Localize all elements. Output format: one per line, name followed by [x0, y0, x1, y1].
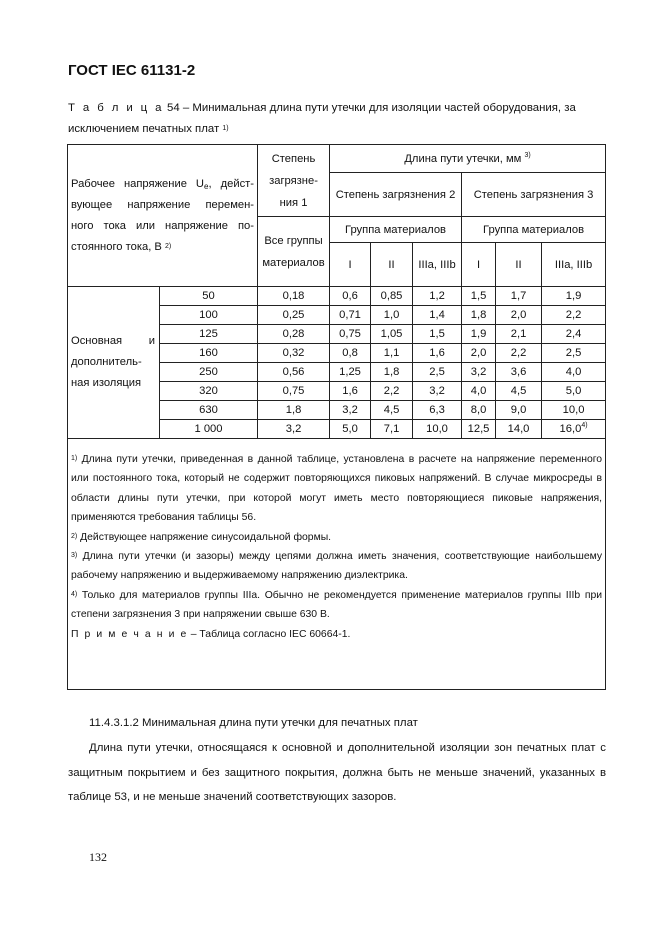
voltage-footnote-ref: 2) [165, 242, 172, 250]
value-cell: 1,6 [413, 344, 462, 363]
voltage-cell: 1 000 [160, 420, 258, 439]
value-cell: 3,6 [496, 363, 542, 382]
voltage-header-line: стоянного тока, В [71, 240, 165, 253]
group-header: II [496, 243, 542, 287]
value-cell: 1,8 [462, 306, 496, 325]
group-header: I [462, 243, 496, 287]
value-cell: 0,8 [330, 344, 371, 363]
value-cell: 4,0 [542, 363, 606, 382]
value-cell: 1,8 [371, 363, 413, 382]
group-header: IIIa, IIIb [542, 243, 606, 287]
value-cell: 1,7 [496, 287, 542, 306]
value-cell: 6,3 [413, 401, 462, 420]
group-header: IIIa, IIIb [413, 243, 462, 287]
value-cell: 1,9 [542, 287, 606, 306]
pd3-header: Степень загрязнения 3 [462, 173, 606, 217]
footnote-text: Длина пути утечки, приведенная в данной таблице, установлена в расчете на напряжение переменного или постоянного тока, который не содержит повторяющихся пиковых напряжений. В случае микросреды в области длины пути утечки, при которой могут иметь место повторяющиеся пиковые напряжения, применяются требования таблицы 56. [71, 454, 603, 524]
material-group-header: Группа материалов [330, 217, 462, 243]
creepage-footnote-ref: 3) [524, 151, 531, 159]
value-cell: 1,25 [330, 363, 371, 382]
value-cell: 4,5 [496, 382, 542, 401]
footnote-ref: 3) [71, 552, 78, 560]
footnote-1 [71, 450, 602, 528]
pd1-header: Степень загрязне-ния 1 [258, 145, 330, 217]
value-cell: 14,0 [496, 420, 542, 439]
footnote-ref: 2) [71, 532, 78, 540]
value-cell: 2,0 [496, 306, 542, 325]
value-cell: 5,0 [330, 420, 371, 439]
value-cell: 1,2 [413, 287, 462, 306]
value-cell: 1,05 [371, 325, 413, 344]
value-cell: 9,0 [496, 401, 542, 420]
caption-text: 54 – Минимальная длина пути утечки для изоляции частей оборудования, за исключением печатных плат [68, 102, 576, 135]
footnote-text: Только для материалов группы IIIa. Обычно не рекомендуется применение материалов группы IIIb при степени загрязнения 3 при напряжении свыше 630 В. [71, 589, 603, 621]
page-number: 132 [89, 850, 107, 864]
voltage-header [68, 145, 258, 287]
voltage-cell: 100 [160, 306, 258, 325]
value-cell: 3,2 [413, 382, 462, 401]
insulation-label [68, 287, 160, 439]
voltage-header-line: вующее напряжение перемен- [71, 198, 255, 211]
value-cell: 2,4 [542, 325, 606, 344]
value-cell [542, 420, 606, 439]
section-body: Длина пути утечки, относящаяся к основной и дополнительной изоляции зон печатных плат с защитным покрытием и без защитного покрытия, должна быть не меньше значений, указанных в таблице 53, и не меньше значений соответствующих зазоров. [68, 742, 606, 803]
value-cell: 8,0 [462, 401, 496, 420]
group-header: I [330, 243, 371, 287]
value-cell: 0,71 [330, 306, 371, 325]
footnote-text: Длина пути утечки (и зазоры) между цепями должна иметь значения, соответствующие наибольшему рабочему напряжению и выдерживаемому напряжению диэлектрика. [71, 551, 603, 582]
value-cell: 0,32 [258, 344, 330, 363]
value-cell: 0,25 [258, 306, 330, 325]
voltage-cell: 125 [160, 325, 258, 344]
value-cell: 10,0 [542, 401, 606, 420]
value-cell: 0,85 [371, 287, 413, 306]
value-cell: 10,0 [413, 420, 462, 439]
voltage-cell: 160 [160, 344, 258, 363]
value-cell: 0,28 [258, 325, 330, 344]
pd2-header: Степень загрязнения 2 [330, 173, 462, 217]
caption-word: Т а б л и ц а [68, 102, 164, 114]
value-cell: 0,75 [330, 325, 371, 344]
footnote-4 [71, 586, 602, 625]
voltage-cell: 630 [160, 401, 258, 420]
all-groups-header: Все группы материалов [258, 217, 330, 287]
footnote-3 [71, 547, 602, 586]
voltage-cell: 250 [160, 363, 258, 382]
value-cell: 2,1 [496, 325, 542, 344]
value-cell: 2,2 [542, 306, 606, 325]
material-group-header: Группа материалов [462, 217, 606, 243]
footnote-text: Действующее напряжение синусоидальной формы. [77, 531, 332, 543]
value-cell: 4,0 [462, 382, 496, 401]
table-footnotes [68, 439, 606, 690]
note-text: – Таблица согласно IEC 60664-1. [187, 628, 351, 640]
note-word: П р и м е ч а н и е [71, 628, 188, 640]
value-cell: 1,5 [462, 287, 496, 306]
value-cell: 1,5 [413, 325, 462, 344]
group-header: II [371, 243, 413, 287]
value-cell: 2,2 [371, 382, 413, 401]
value-cell: 1,4 [413, 306, 462, 325]
voltage-subscript: e [204, 181, 209, 191]
standard-title: ГОСТ IEC 61131-2 [68, 62, 196, 79]
creepage-table [67, 144, 606, 690]
value-cell: 1,8 [258, 401, 330, 420]
creepage-header-text: Длина пути утечки, мм [404, 152, 525, 165]
value-cell-text: 16,0 [559, 423, 582, 435]
value-cell: 3,2 [330, 401, 371, 420]
value-cell: 3,2 [258, 420, 330, 439]
voltage-cell: 50 [160, 287, 258, 306]
table-row [68, 287, 606, 306]
value-cell: 4,5 [371, 401, 413, 420]
voltage-cell: 320 [160, 382, 258, 401]
value-cell: 5,0 [542, 382, 606, 401]
value-cell: 2,2 [496, 344, 542, 363]
caption-footnote-ref: 1) [222, 125, 229, 132]
value-cell: 1,9 [462, 325, 496, 344]
value-cell: 1,0 [371, 306, 413, 325]
creepage-header [330, 145, 606, 173]
section-heading: 11.4.3.1.2 Минимальная длина пути утечки для печатных плат [89, 717, 418, 729]
voltage-header-tail: , дейст- [208, 177, 255, 190]
table-caption [68, 98, 608, 140]
table-note [71, 625, 602, 644]
value-cell: 0,75 [258, 382, 330, 401]
value-cell: 3,2 [462, 363, 496, 382]
value-cell: 7,1 [371, 420, 413, 439]
last-cell-footnote-ref: 4) [581, 422, 588, 429]
footnote-2 [71, 528, 602, 547]
insulation-label-text: Основная и дополнитель-ная изоляция [71, 335, 155, 389]
voltage-header-line: ного тока или напряжение по- [71, 219, 255, 232]
value-cell: 0,6 [330, 287, 371, 306]
voltage-header-line: Рабочее напряжение U [71, 177, 205, 190]
value-cell: 12,5 [462, 420, 496, 439]
value-cell: 0,56 [258, 363, 330, 382]
value-cell: 0,18 [258, 287, 330, 306]
value-cell: 2,5 [542, 344, 606, 363]
value-cell: 2,0 [462, 344, 496, 363]
footnote-ref: 4) [71, 590, 78, 598]
value-cell: 1,6 [330, 382, 371, 401]
value-cell: 1,1 [371, 344, 413, 363]
value-cell: 2,5 [413, 363, 462, 382]
footnote-ref: 1) [71, 455, 78, 462]
